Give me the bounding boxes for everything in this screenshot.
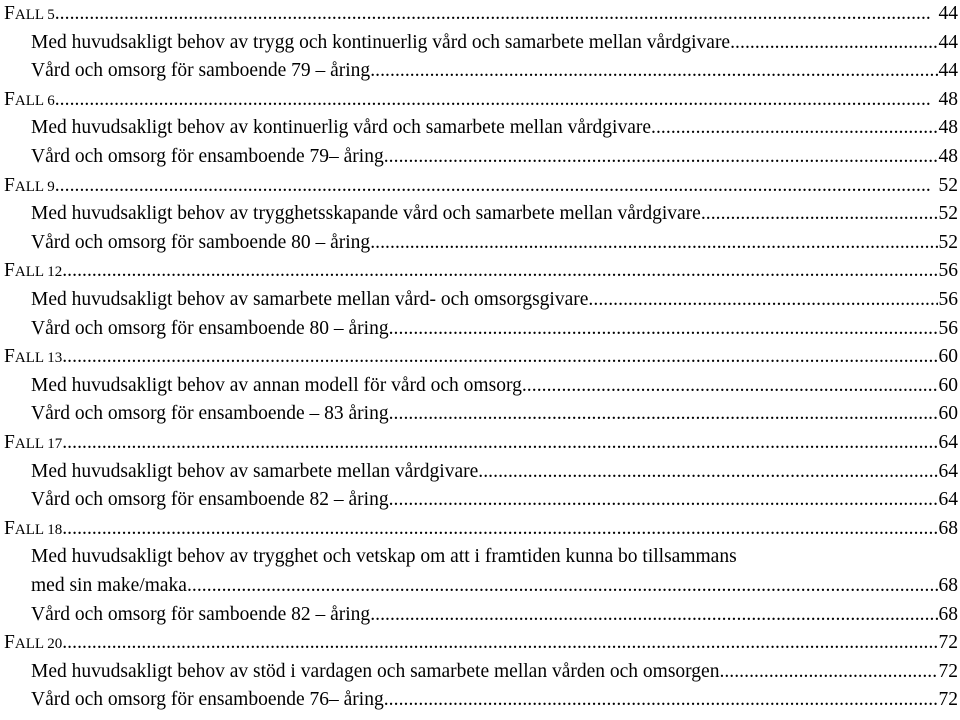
toc-entry-label: Med huvudsakligt behov av trygghetsskapande vård och samarbete mellan vårdgivare	[31, 203, 701, 225]
toc-chapter-entry[interactable]	[4, 516, 958, 542]
toc-dot-leader	[62, 430, 937, 456]
toc-subsection-entry[interactable]	[31, 373, 958, 399]
toc-subsection-entry[interactable]	[31, 401, 958, 427]
toc-page-number: 56	[938, 317, 958, 339]
toc-entry-label-initial: F	[4, 432, 15, 453]
toc-entry-label: Med huvudsakligt behov av samarbete mellan vård- och omsorgsgivare	[31, 289, 589, 310]
toc-entry-label	[4, 1, 55, 27]
toc-subsection-entry[interactable]	[31, 659, 958, 685]
toc-dot-leader	[384, 687, 938, 713]
toc-subsection-entry[interactable]	[31, 287, 958, 313]
toc-dot-leader	[187, 573, 938, 599]
toc-dot-leader	[588, 287, 937, 313]
toc-entry-label	[4, 258, 62, 284]
toc-page-number: 64	[938, 432, 958, 453]
toc-dot-leader	[370, 602, 937, 628]
toc-dot-leader	[384, 144, 938, 170]
toc-entry-label: Vård och omsorg för ensamboende 76– åring	[31, 689, 384, 711]
toc-dot-leader	[389, 316, 938, 342]
toc-page-number: 44	[938, 60, 958, 82]
toc-subsection-entry[interactable]	[31, 230, 958, 256]
toc-subsection-entry[interactable]	[31, 459, 958, 485]
toc-page-number: 68	[938, 603, 958, 625]
toc-chapter-entry[interactable]	[4, 258, 958, 284]
toc-entry-label-initial: F	[4, 346, 15, 368]
toc-entry-label	[4, 173, 55, 199]
toc-dot-leader	[370, 230, 937, 256]
toc-page-number: 48	[938, 88, 958, 110]
toc-chapter-entry[interactable]	[4, 173, 958, 199]
toc-entry-label-rest: ALL 6	[14, 92, 55, 109]
toc-entry-label-rest: ALL 20	[14, 636, 63, 653]
toc-page-number: 52	[938, 203, 958, 225]
toc-entry-label-initial: F	[4, 260, 15, 282]
toc-page-number: 72	[938, 660, 958, 682]
toc-entry-label	[4, 430, 62, 456]
toc-page-number: 64	[938, 489, 958, 511]
toc-entry-label: Med huvudsakligt behov av trygg och kontinuerlig vård och samarbete mellan vårdgivare	[31, 31, 731, 53]
toc-entry-label	[4, 87, 55, 113]
toc-entry-label-rest: ALL 12	[14, 264, 63, 281]
toc-page-number: 60	[938, 346, 958, 368]
toc-dot-leader	[55, 173, 938, 199]
toc-entry-label-rest: ALL 13	[14, 350, 63, 367]
toc-page-number: 56	[938, 289, 958, 310]
toc-page-number: 52	[938, 174, 958, 196]
toc-subsection-entry[interactable]	[31, 58, 958, 84]
toc-subsection-entry[interactable]	[31, 144, 958, 170]
toc-dot-leader	[389, 487, 938, 513]
toc-dot-leader	[370, 58, 937, 84]
toc-dot-leader	[62, 630, 937, 656]
toc-page-number: 48	[938, 146, 958, 167]
toc-page-number: 64	[938, 460, 958, 482]
toc-dot-leader	[55, 87, 938, 113]
toc-entry-continued-label[interactable]: Med huvudsakligt behov av trygghet och vetskap om att i framtiden kunna bo tillsammans	[31, 546, 737, 568]
toc-dot-leader	[55, 1, 938, 27]
toc-entry-label-initial: F	[4, 632, 15, 654]
toc-entry-label-initial: F	[4, 517, 15, 539]
toc-subsection-entry[interactable]	[31, 602, 958, 628]
toc-subsection-entry[interactable]	[31, 687, 958, 713]
toc-subsection-entry[interactable]	[31, 201, 958, 227]
toc-chapter-entry[interactable]	[4, 344, 958, 370]
toc-entry-label-rest: ALL 9	[14, 178, 55, 195]
toc-subsection-entry[interactable]	[31, 30, 958, 56]
toc-chapter-entry[interactable]	[4, 1, 958, 27]
toc-entry-label-initial: F	[4, 88, 15, 110]
toc-page-number: 60	[938, 374, 958, 396]
toc-chapter-entry[interactable]	[4, 87, 958, 113]
toc-entry-label: Vård och omsorg för samboende 80 – åring	[31, 231, 371, 253]
toc-page-number: 60	[938, 403, 958, 425]
toc-page-number: 44	[938, 3, 958, 24]
toc-dot-leader	[730, 30, 937, 56]
toc-entry-label: Vård och omsorg för ensamboende 80 – åring	[31, 317, 389, 339]
toc-page-number: 52	[938, 231, 958, 253]
toc-entry-label-initial: F	[4, 3, 15, 24]
toc-dot-leader	[651, 115, 937, 141]
toc-entry-label: Vård och omsorg för samboende 79 – åring	[31, 60, 371, 82]
toc-entry-label	[4, 344, 62, 370]
toc-page-number: 56	[938, 260, 958, 282]
toc-dot-leader	[62, 258, 937, 284]
toc-subsection-entry[interactable]	[31, 115, 958, 141]
toc-entry-label: Med huvudsakligt behov av stöd i vardagen och samarbete mellan vården och omsorgen.	[31, 660, 725, 682]
toc-page-number: 72	[938, 689, 958, 711]
toc-subsection-entry[interactable]	[31, 316, 958, 342]
toc-dot-leader	[701, 201, 938, 227]
toc-entry-label: Med huvudsakligt behov av samarbete mellan vårdgivare	[31, 460, 479, 482]
toc-entry-label	[4, 516, 62, 542]
toc-entry-label-rest: ALL 18	[14, 521, 63, 538]
toc-subsection-entry[interactable]	[31, 487, 958, 513]
toc-entry-label: Vård och omsorg för ensamboende 82 – åring	[31, 489, 389, 511]
toc-dot-leader	[522, 373, 938, 399]
toc-page-number: 68	[938, 575, 958, 596]
toc-dot-leader	[62, 344, 937, 370]
toc-page-number: 72	[938, 632, 958, 654]
toc-chapter-entry[interactable]	[4, 630, 958, 656]
toc-entry-label: Med huvudsakligt behov av kontinuerlig vård och samarbete mellan vårdgivare	[31, 117, 652, 139]
toc-entry-label: Vård och omsorg för ensamboende – 83 åring	[31, 403, 389, 425]
toc-subsection-entry[interactable]	[31, 573, 958, 599]
toc-dot-leader	[724, 659, 937, 685]
toc-entry-label	[4, 630, 62, 656]
toc-entry-label-rest: ALL 17	[14, 436, 63, 452]
toc-entry-label-rest: ALL 5	[14, 7, 55, 23]
toc-page-number: 44	[938, 31, 958, 53]
toc-page-number: 68	[938, 517, 958, 539]
toc-chapter-entry[interactable]	[4, 430, 958, 456]
toc-entry-label-initial: F	[4, 174, 15, 196]
toc-page-number: 48	[938, 117, 958, 139]
toc-dot-leader	[478, 459, 937, 485]
toc-entry-label: med sin make/maka	[31, 575, 187, 596]
toc-dot-leader	[62, 516, 937, 542]
toc-dot-leader	[389, 401, 938, 427]
toc-entry-label: Vård och omsorg för ensamboende 79– åring	[31, 146, 384, 167]
toc-entry-label: Med huvudsakligt behov av annan modell för vård och omsorg	[31, 374, 522, 396]
toc-entry-label: Vård och omsorg för samboende 82 – åring	[31, 603, 371, 625]
